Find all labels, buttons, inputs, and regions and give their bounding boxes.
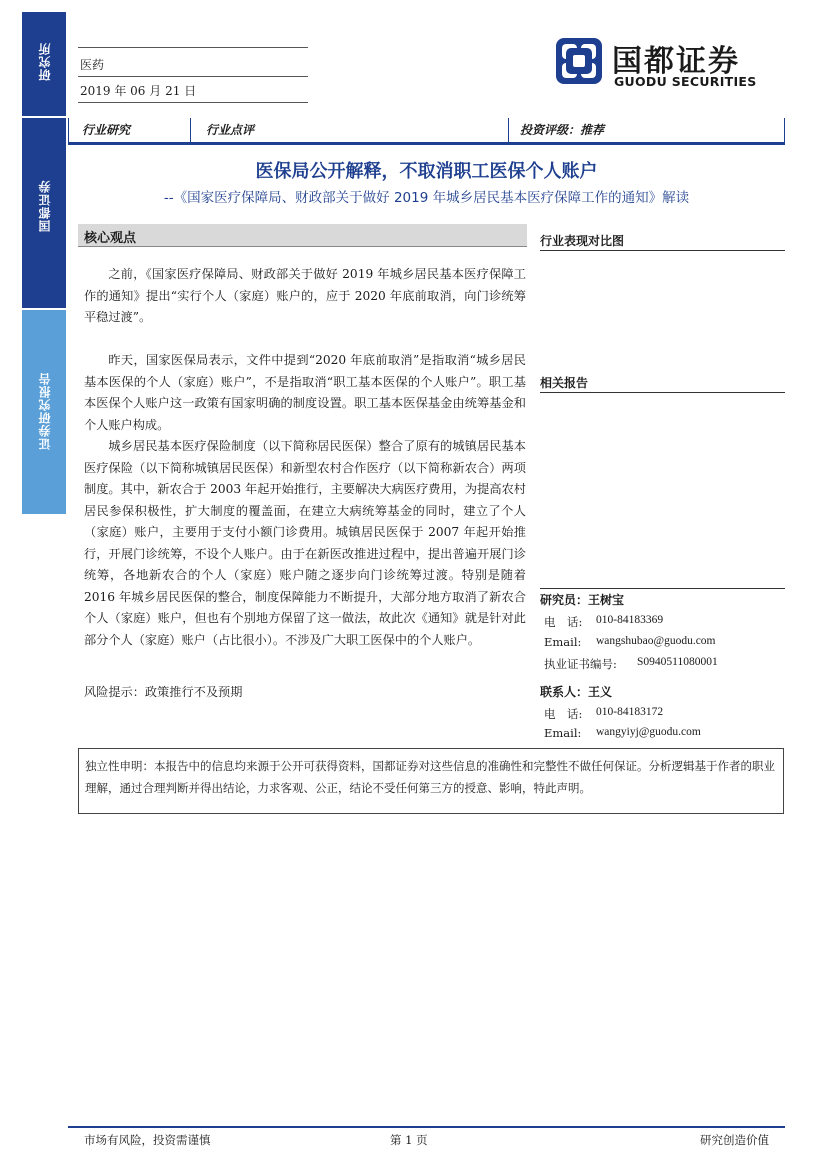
logo-chinese-name: 国都证券 — [612, 44, 740, 79]
license-key: 执业证书编号: — [544, 657, 617, 671]
category-divider — [508, 118, 509, 142]
sector-label: 医药 — [80, 58, 105, 72]
contact-phone-key: 电 话: — [544, 707, 583, 721]
report-category: 行业研究 — [82, 123, 131, 137]
sidebar-top-label: 研究所 — [38, 42, 52, 81]
page-number: 第 1 页 — [390, 1133, 428, 1147]
category-divider — [68, 118, 69, 142]
sidebar-report-type — [22, 310, 66, 514]
paragraph-1: 之前，《国家医疗保障局、财政部关于做好 2019 年城乡居民基本医疗保障工作的通知》提出“实行个人（家庭）账户的，应于 2020 年底前取消，向门诊统筹平稳过渡”。 — [84, 267, 526, 324]
paragraph-3: 城乡居民基本医疗保险制度（以下简称居民医保）整合了原有的城镇居民基本医疗保险（以下简称城镇居民医保）和新型农村合作医疗（以下简称新农合）两项制度。其中，新农合于 2003 年起开始推行，主要解决大病医疗费用，为提高农村居民参保积极性，扩大制度的覆盖面，在建立大病统筹基金的同时，建立了个人（家庭）账户，主要用于支付小额门诊费用。城镇居民医保于 2007 年起开始推行，开展门诊统筹，不设个人账户。由于在新医改推进过程中，提出普遍开展门诊统筹，各地新农合的个人（家庭）账户随之逐步向门诊统筹过渡。特别是随着 2016 年城乡居民医保的整合，制度保障能力不断提升，大部分地方取消了新农合个人（家庭）账户，但也有个别地方保留了这一做法，故此次《通知》就是针对此部分个人（家庭）账户（占比很小）。不涉及广大职工医保中的个人账户。 — [84, 439, 526, 647]
report-title: 医保局公开解释，不取消职工医保个人账户 — [255, 161, 598, 182]
category-bar — [68, 118, 785, 145]
core-views-header-bar — [78, 224, 527, 247]
report-subcategory: 行业点评 — [206, 123, 255, 137]
researcher-rule — [540, 588, 785, 589]
header-rule-mid — [78, 76, 308, 77]
sidebar-company — [22, 118, 66, 308]
researcher-phone-key: 电 话: — [544, 615, 583, 629]
guodu-logo-icon — [556, 38, 602, 84]
license-number: S0940511080001 — [637, 656, 718, 668]
core-views-label: 核心观点 — [84, 231, 137, 246]
header-rule-bottom — [78, 102, 308, 103]
category-divider — [190, 118, 191, 142]
sidebar-mid-label: 国都证券 — [38, 180, 52, 232]
footer-risk-note: 市场有风险，投资需谨慎 — [84, 1133, 211, 1147]
contact-name: 联系人：王义 — [540, 685, 613, 699]
paragraph-2: 昨天，国家医保局表示，文件中提到“2020 年底前取消”是指取消“城乡居民基本医保的个人（家庭）账户”，不是指取消“职工基本医保的个人账户”。职工基本医保个人账户这一政策有国家明确的制度设置。职工基本医保基金由统筹基金和个人账户构成。 — [84, 353, 526, 432]
category-divider — [784, 118, 785, 142]
sidebar-low-label: 证券研究报告 — [38, 372, 52, 450]
header-rule-top — [78, 47, 308, 48]
risk-warning: 风险提示：政策推行不及预期 — [84, 685, 243, 699]
related-reports-rule — [540, 392, 785, 393]
contact-email[interactable]: wangyiyj@guodu.com — [596, 726, 701, 738]
footer-rule — [68, 1126, 785, 1128]
researcher-email[interactable]: wangshubao@guodu.com — [596, 635, 716, 647]
contact-phone: 010-84183172 — [596, 706, 664, 718]
report-date: 2019 年 06 月 21 日 — [80, 84, 197, 98]
researcher-name: 研究员：王树宝 — [540, 593, 625, 607]
comparison-rule — [540, 250, 785, 251]
footer-slogan: 研究创造价值 — [700, 1133, 769, 1147]
contact-email-key: Email: — [544, 726, 582, 740]
report-subtitle: --《国家医疗保障局、财政部关于做好 2019 年城乡居民基本医疗保障工作的通知》解读 — [163, 190, 690, 206]
researcher-phone: 010-84183369 — [596, 614, 664, 626]
researcher-email-key: Email: — [544, 635, 582, 649]
sidebar-research-institute — [22, 12, 66, 116]
independence-disclaimer: 独立性申明：本报告中的信息均来源于公开可获得资料，国都证券对这些信息的准确性和完整性不做任何保证。分析逻辑基于作者的职业理解，通过合理判断并得出结论，力求客观、公正，结论不受任何第三方的授意、影响，特此声明。 — [78, 748, 784, 814]
related-reports-label: 相关报告 — [540, 376, 589, 390]
industry-comparison-label: 行业表现对比图 — [540, 234, 625, 248]
investment-rating: 投资评级：推荐 — [520, 123, 605, 137]
logo-english-name: GUODU SECURITIES — [614, 74, 757, 89]
